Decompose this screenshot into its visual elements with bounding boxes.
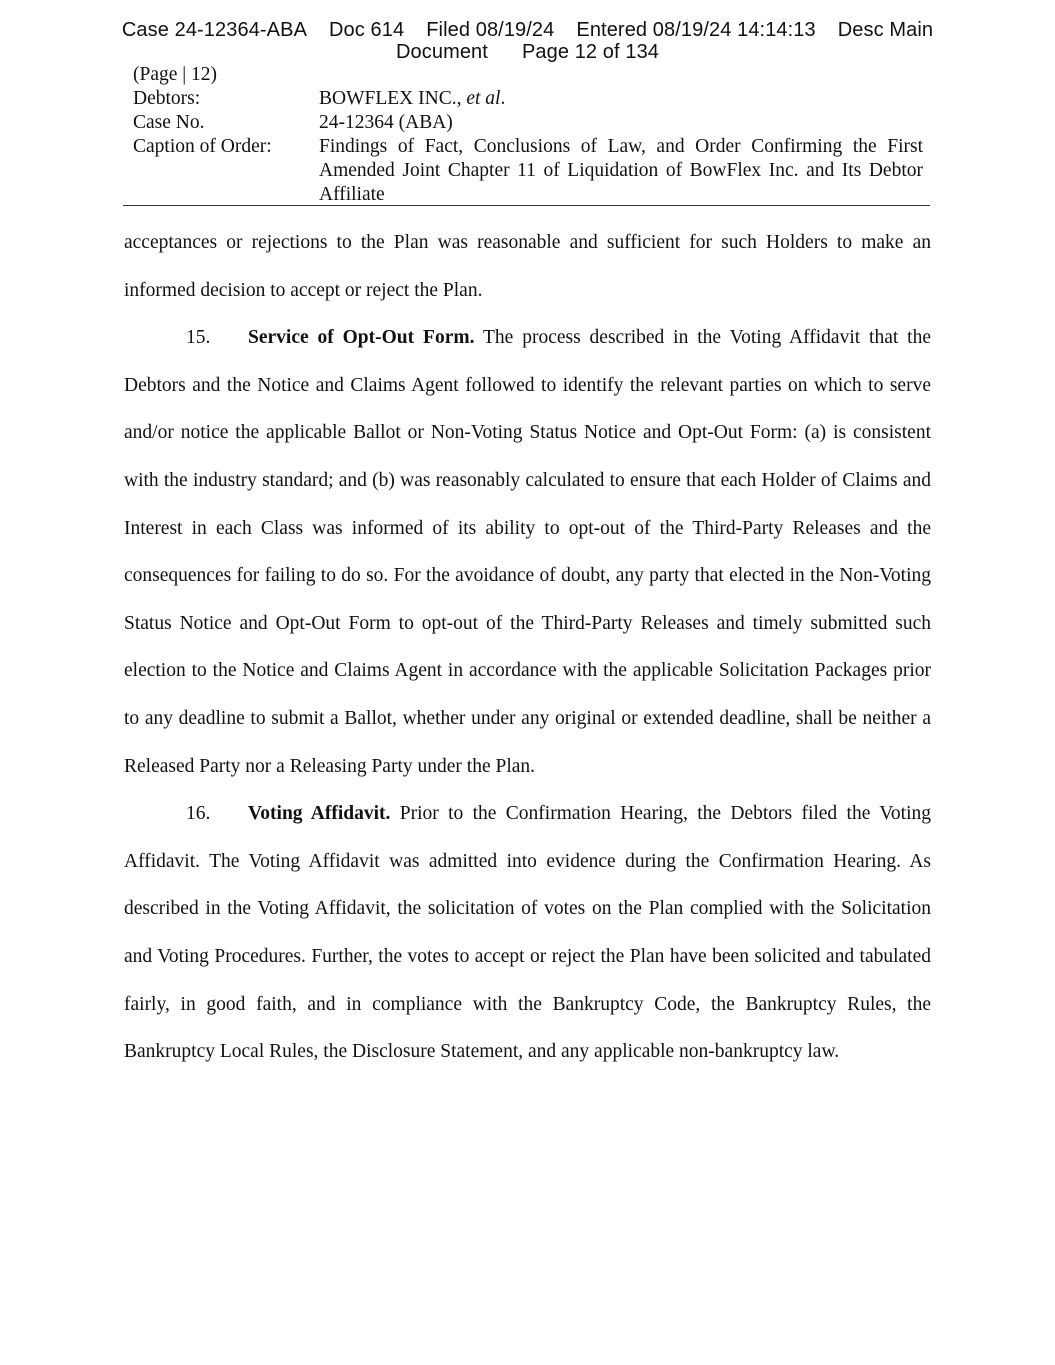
debtors-period: . (500, 88, 506, 109)
page-caption (133, 63, 923, 207)
debtors-et-al: et al (466, 88, 501, 109)
paragraph-16-text: Prior to the Confirmation Hearing, the Debtors filed the Voting Affidavit. The Voting Affidavit was admitted into evidence during the Confirmation Hearing. As described in the Voting Affidavit, the solicitation of votes on the Plan complied with the Solicitation and Voting Procedures. Further, the votes to accept or reject the Plan have been solicited and tabulated fairly, in good faith, and in compliance with the Bankruptcy Code, the Bankruptcy Rules, the Bankruptcy Local Rules, the Disclosure Statement, and any applicable non-bankruptcy law. (124, 803, 931, 1063)
caption-order-row (133, 135, 923, 207)
stamp-line-2 (0, 41, 1055, 63)
stamp-filed-date: Filed 08/19/24 (426, 19, 555, 41)
paragraph-15-number: 15. (186, 327, 211, 349)
paragraph-16 (124, 790, 931, 1076)
caption-order-value: Findings of Fact, Conclusions of Law, and Order Confirming the First Amended Joint Chapter 11 of Liquidation of BowFlex Inc. and Its Debtor Affiliate (319, 136, 923, 205)
caption-debtors-row (133, 87, 923, 111)
caption-debtors-value (319, 87, 923, 111)
caption-case-value: 24-12364 (ABA) (319, 112, 453, 133)
stamp-desc: Desc Main (837, 19, 934, 41)
caption-order-label: Caption of Order: (133, 136, 272, 157)
caption-page-label: (Page | 12) (133, 64, 218, 85)
continuation-paragraph: acceptances or rejections to the Plan was reasonable and sufficient for such Holders to make an informed decision to accept or reject the Plan. (124, 232, 931, 301)
caption-case-row (133, 111, 923, 135)
paragraph-16-heading: Voting Affidavit. (248, 803, 391, 825)
court-filing-stamp (0, 19, 1055, 63)
stamp-document: Document (395, 41, 488, 63)
stamp-line-1 (0, 19, 1055, 41)
stamp-entered-date: Entered 08/19/24 14:14:13 (576, 19, 816, 41)
paragraph-15-heading: Service of Opt-Out Form. (248, 327, 475, 349)
document-body (124, 219, 931, 1076)
stamp-doc-number: Doc 614 (329, 19, 405, 41)
caption-divider (123, 205, 930, 206)
caption-debtors-label: Debtors: (133, 88, 201, 109)
caption-case-label: Case No. (133, 112, 205, 133)
stamp-page-count: Page 12 of 134 (521, 41, 660, 63)
debtors-name: BOWFLEX INC., (319, 88, 462, 109)
paragraph-16-number: 16. (186, 803, 211, 825)
paragraph-15-text: The process described in the Voting Affidavit that the Debtors and the Notice and Claims Agent followed to identify the relevant parties on which to serve and/or notice the applicable Ballot or Non-Voting Status Notice and Opt-Out Form: (a) is consistent with the industry standard; and (b) was reasonably calculated to ensure that each Holder of Claims and Interest in each Class was informed of its ability to opt-out of the Third-Party Releases and the consequences for failing to do so. For the avoidance of doubt, any party that elected in the Non-Voting Status Notice and Opt-Out Form to opt-out of the Third-Party Releases and timely submitted such election to the Notice and Claims Agent in accordance with the applicable Solicitation Packages prior to any deadline to submit a Ballot, whether under any original or extended deadline, shall be neither a Released Party nor a Releasing Party under the Plan. (124, 327, 931, 777)
paragraph-15 (124, 314, 931, 790)
stamp-case-number: Case 24-12364-ABA (121, 19, 308, 41)
caption-page-row (133, 63, 923, 87)
